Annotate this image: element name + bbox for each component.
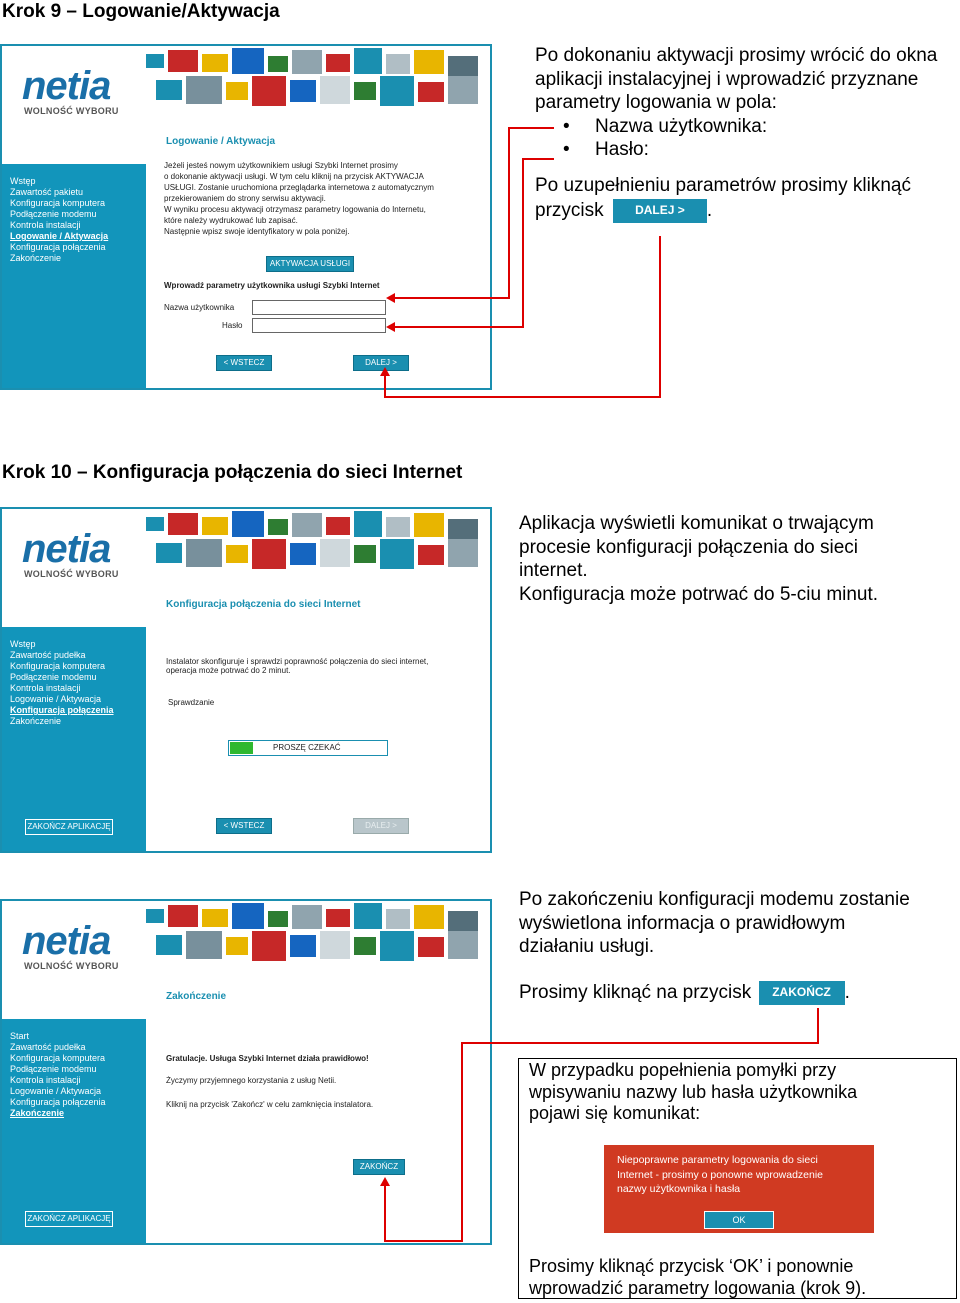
nav-item[interactable]: Podłączenie modemu [10, 672, 97, 682]
password-label: Hasło [222, 321, 243, 330]
photo-mosaic [146, 46, 490, 126]
activate-service-button[interactable]: AKTYWACJA USŁUGI [266, 256, 354, 272]
username-input[interactable] [252, 300, 386, 315]
logo-tagline: WOLNOŚĆ WYBORU [24, 106, 119, 116]
content-area [146, 981, 490, 1243]
login-error-dialog [604, 1145, 874, 1233]
section-title: Konfiguracja połączenia do sieci Internet [166, 599, 361, 610]
logo-tagline: WOLNOŚĆ WYBORU [24, 569, 119, 579]
wish-text: Życzymy przyjemnego korzystania z usług Netii. [166, 1076, 337, 1085]
netia-logo: netia [22, 919, 111, 963]
congrats-text: Gratulacje. Usługa Szybki Internet działa prawidłowo! [166, 1054, 369, 1063]
next-button-disabled[interactable]: DALEJ > [353, 818, 409, 834]
checking-label: Sprawdzanie [168, 698, 215, 707]
close-instruction: Kliknij na przycisk 'Zakończ' w celu zamknięcia instalatora. [166, 1100, 374, 1109]
error-note-after: Prosimy kliknąć przycisk ‘OK’ i ponownie wprowadzić parametry logowania (krok 9). [529, 1256, 867, 1298]
inline-finish-button: ZAKOŃCZ [759, 981, 845, 1005]
section-title: Logowanie / Aktywacja [166, 136, 276, 147]
progress-fill [230, 742, 253, 754]
nav-item[interactable]: Zawartość pudełka [10, 1042, 86, 1052]
finish-screenshot [0, 899, 492, 1245]
instructions: Instalator skonfiguruje i sprawdzi poprawność połączenia do sieci internet, operacja może potrwać do 2 minut. [166, 657, 429, 675]
photo-mosaic [146, 509, 490, 589]
netia-logo: netia [22, 64, 111, 108]
progress-text: PROSZĘ CZEKAĆ [273, 743, 341, 752]
username-label: Nazwa użytkownika [164, 303, 235, 312]
bullet-password: • Hasło: [535, 138, 955, 162]
form-title: Wprowadź parametry użytkownika usługi Szybki Internet [164, 281, 380, 290]
section-title: Zakończenie [166, 991, 227, 1002]
logo-tagline: WOLNOŚĆ WYBORU [24, 961, 119, 971]
nav-item[interactable]: Konfiguracja połączenia [10, 1097, 106, 1107]
back-button[interactable]: < WSTECZ [216, 355, 272, 371]
finish-click-text: Prosimy kliknąć na przycisk ZAKOŃCZ . [519, 982, 850, 1004]
nav-item[interactable]: Wstęp [10, 639, 36, 649]
inline-next-button: DALEJ > [613, 199, 707, 223]
nav-item[interactable]: Zakończenie [10, 716, 62, 726]
nav-menu [10, 639, 114, 727]
instructions: Jeżeli jesteś nowym użytkownikiem usługi Szybki Internet prosimy o dokonanie aktywacji usługi. W tym celu kliknij na przycisk AKTYWACJA USŁUGI. Zostanie uruchomiona przeglądarka internetowa z automatycznym przekierowaniem do strony serwisu aktywacji. W wyniku procesu aktywacji otrzymasz parametry logowania do Internetu, które należy wydrukować lub zapisać. Następnie wpisz swoje identyfikatory w pola poniżej. [164, 161, 434, 236]
progress-bar [228, 740, 388, 756]
step10-screenshot [0, 507, 492, 853]
nav-item-active[interactable]: Konfiguracja połączenia [10, 705, 114, 715]
nav-item[interactable]: Zawartość pakietu [10, 187, 84, 197]
step10-heading: Krok 10 – Konfiguracja połączenia do sieci Internet [2, 462, 463, 483]
nav-item[interactable]: Kontrola instalacji [10, 1075, 81, 1085]
nav-item[interactable]: Zawartość pudełka [10, 650, 86, 660]
nav-item-active[interactable]: Logowanie / Aktywacja [10, 231, 109, 241]
step9-description: Po dokonaniu aktywacji prosimy wrócić do okna aplikacji instalacyjnej i wprowadzić przyznane parametry logowania w pola: • Nazwa użytkownika: • Hasło: Po uzupełnieniu parametrów prosimy kliknąć przycisk DALEJ > . [535, 44, 955, 223]
error-note-text: W przypadku popełnienia pomyłki przy wpisywaniu nazwy lub hasła użytkownika pojawi się komunikat: [529, 1060, 858, 1123]
step9-screenshot [0, 44, 492, 390]
nav-item[interactable]: Konfiguracja komputera [10, 661, 106, 671]
nav-menu [10, 176, 108, 264]
nav-item[interactable]: Logowanie / Aktywacja [10, 1086, 102, 1096]
nav-item[interactable]: Konfiguracja połączenia [10, 242, 106, 252]
step9-heading: Krok 9 – Logowanie/Aktywacja [2, 1, 280, 22]
nav-item[interactable]: Konfiguracja komputera [10, 1053, 106, 1063]
nav-item[interactable]: Logowanie / Aktywacja [10, 694, 102, 704]
nav-item[interactable]: Podłączenie modemu [10, 209, 97, 219]
finish-description: Po zakończeniu konfiguracji modemu zostanie wyświetlona informacja o prawidłowym działaniu usługi. [519, 889, 910, 957]
content-area [146, 589, 490, 851]
error-message: Niepoprawne parametry logowania do sieci Internet - prosimy o ponowne wprowadzenie nazwy użytkownika i hasła [617, 1154, 824, 1195]
nav-item[interactable]: Podłączenie modemu [10, 1064, 97, 1074]
photo-mosaic [146, 901, 490, 981]
nav-item[interactable]: Kontrola instalacji [10, 683, 81, 693]
nav-item[interactable]: Kontrola instalacji [10, 220, 81, 230]
password-input[interactable] [252, 318, 386, 333]
ok-button[interactable]: OK [704, 1211, 774, 1229]
step10-description: Aplikacja wyświetli komunikat o trwającym procesie konfiguracji połączenia do sieci internet. Konfiguracja może potrwać do 5-ciu minut. [519, 513, 879, 605]
finish-button[interactable]: ZAKOŃCZ [353, 1159, 405, 1175]
nav-item[interactable]: Zakończenie [10, 253, 62, 263]
quit-app-button[interactable]: ZAKOŃCZ APLIKACJĘ [25, 819, 113, 835]
bullet-username: • Nazwa użytkownika: [535, 115, 955, 139]
nav-item-active[interactable]: Zakończenie [10, 1108, 65, 1118]
nav-menu [10, 1031, 106, 1119]
content-area [146, 126, 490, 388]
netia-logo: netia [22, 527, 111, 571]
next-button[interactable]: DALEJ > [353, 355, 409, 371]
nav-item[interactable]: Wstęp [10, 176, 36, 186]
back-button[interactable]: < WSTECZ [216, 818, 272, 834]
nav-item[interactable]: Konfiguracja komputera [10, 198, 106, 208]
quit-app-button[interactable]: ZAKOŃCZ APLIKACJĘ [25, 1211, 113, 1227]
nav-item[interactable]: Start [10, 1031, 30, 1041]
